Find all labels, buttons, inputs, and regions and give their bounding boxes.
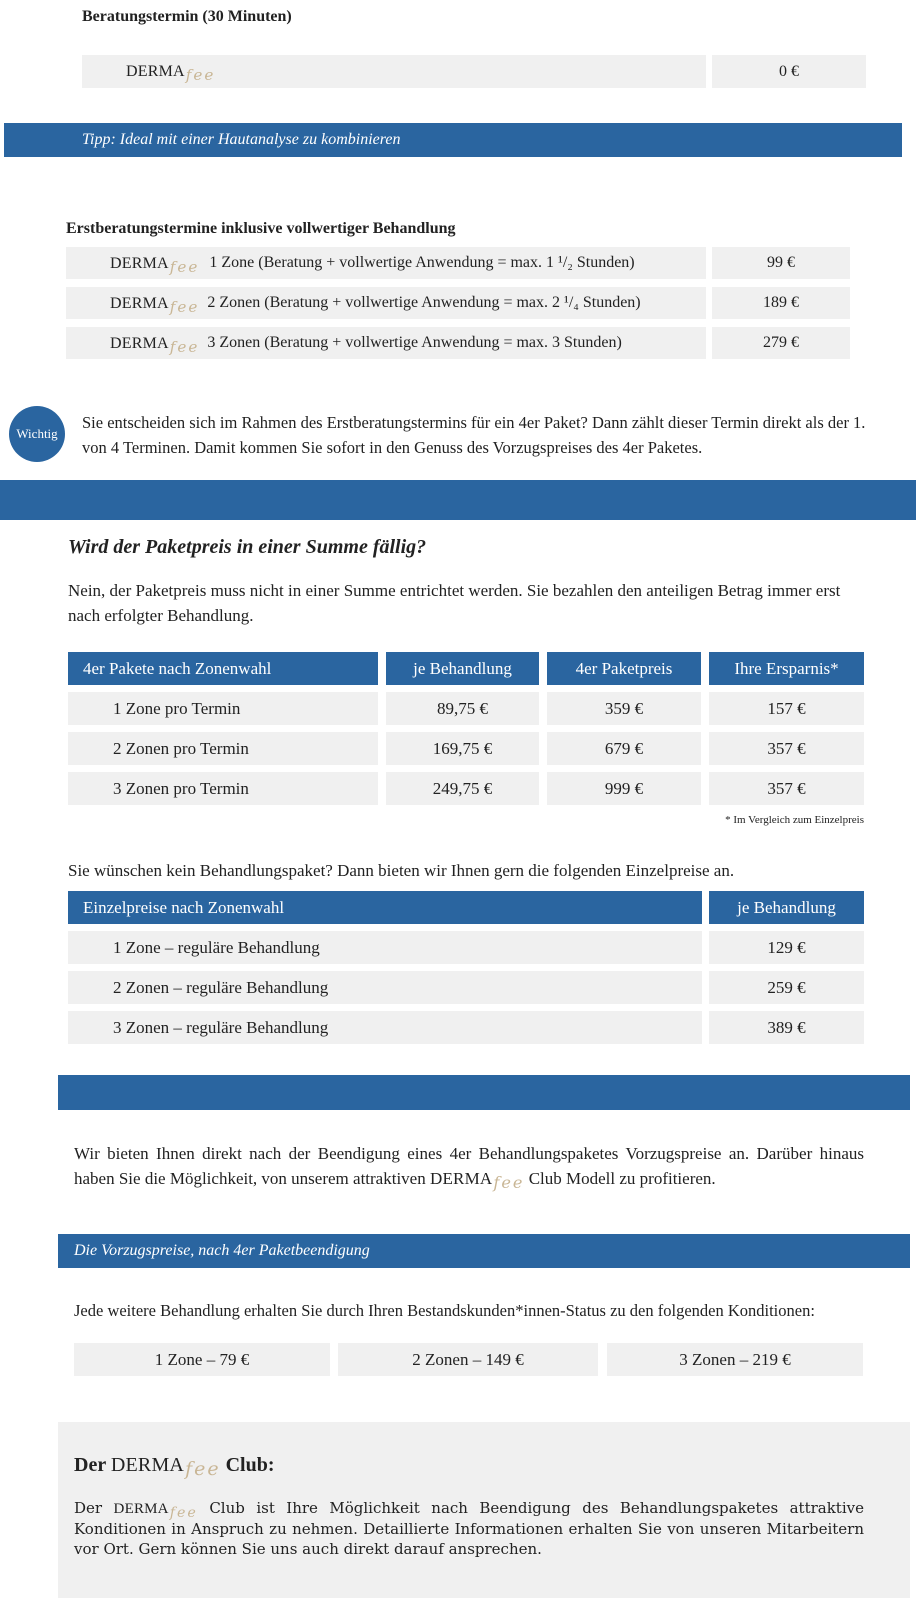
package-savings: 357 €	[709, 772, 864, 805]
faq-question: Wird der Paketpreis in einer Summe fällig?	[68, 536, 427, 558]
package-price: 359 €	[547, 692, 701, 725]
single-zone: 2 Zonen – reguläre Behandlung	[68, 971, 702, 1004]
single-header: je Behandlung	[709, 891, 864, 924]
vorzug-price: 1 Zone – 79 €	[74, 1343, 330, 1376]
package-per-treatment: 169,75 €	[386, 732, 539, 765]
single-zone: 3 Zonen – reguläre Behandlung	[68, 1011, 702, 1044]
consult-price: 0 €	[712, 55, 866, 88]
section-divider	[0, 480, 916, 520]
club-title: Der DERMA fee Club:	[74, 1454, 275, 1480]
first-row-price: 189 €	[712, 287, 850, 319]
first-row	[66, 287, 706, 319]
tip-banner: Tipp: Ideal mit einer Hautanalyse zu kombinieren	[4, 123, 902, 157]
packages-header: Ihre Ersparnis*	[709, 652, 864, 685]
package-savings: 357 €	[709, 732, 864, 765]
first-row	[66, 327, 706, 359]
package-zone: 3 Zonen pro Termin	[68, 772, 378, 805]
packages-header: 4er Paketpreis	[547, 652, 701, 685]
first-row	[66, 247, 706, 279]
single-zone: 1 Zone – reguläre Behandlung	[68, 931, 702, 964]
section-divider	[58, 1075, 910, 1110]
vorzug-heading: Die Vorzugspreise, nach 4er Paketbeendigung	[58, 1234, 910, 1268]
single-price: 259 €	[709, 971, 864, 1004]
first-row-price: 279 €	[712, 327, 850, 359]
dermafee-logo: DERMA fee	[110, 294, 200, 316]
vorzug-price: 2 Zonen – 149 €	[338, 1343, 598, 1376]
faq-answer: Nein, der Paketpreis muss nicht in einer Summe entrichtet werden. Sie bezahlen den anteiligen Betrag immer erst nach erfolgter Behandlung.	[68, 581, 841, 625]
dermafee-logo: DERMA fee	[126, 63, 216, 84]
package-price: 679 €	[547, 732, 701, 765]
packages-footnote: * Im Vergleich zum Einzelpreis	[725, 814, 864, 826]
first-row-label: 1 Zone (Beratung + vollwertige Anwendung = max. 1 ¹/₂ Stunden)	[209, 254, 635, 271]
dermafee-logo: DERMA fee	[110, 334, 200, 356]
packages-header: je Behandlung	[386, 652, 539, 685]
first-row-price: 99 €	[712, 247, 850, 279]
consult-brand-cell	[82, 55, 706, 88]
vorzug-price: 3 Zonen – 219 €	[607, 1343, 863, 1376]
first-row-label: 2 Zonen (Beratung + vollwertige Anwendung = max. 2 ¹/₄ Stunden)	[207, 294, 641, 311]
package-per-treatment: 89,75 €	[386, 692, 539, 725]
single-price: 129 €	[709, 931, 864, 964]
single-price: 389 €	[709, 1011, 864, 1044]
package-zone: 1 Zone pro Termin	[68, 692, 378, 725]
single-header: Einzelpreise nach Zonenwahl	[68, 891, 702, 924]
dermafee-logo: DERMA fee	[429, 1169, 525, 1192]
package-price: 999 €	[547, 772, 701, 805]
offer-text: Wir bieten Ihnen direkt nach der Beendigung eines 4er Behandlungspaketes Vorzugspreise an. Darüber hinaus haben Sie die Möglichkeit, von unserem attraktiven DERMA fee Club Modell zu profitieren.	[74, 1144, 864, 1192]
club-text: Der DERMA fee Club ist Ihre Möglichkeit nach Beendigung des Behandlungspaketes attraktive Konditionen in Anspruch zu nehmen. Detaillierte Informationen erhalten Sie von unseren Mitarbeitern vor Ort. Gern können Sie uns auch direkt darauf ansprechen.	[74, 1499, 864, 1558]
dermafee-logo: DERMA fee	[110, 254, 200, 276]
single-table	[68, 891, 868, 1051]
dermafee-logo: DERMA fee	[110, 1454, 221, 1480]
consult-title: Beratungstermin (30 Minuten)	[82, 8, 292, 25]
single-intro: Sie wünschen kein Behandlungspaket? Dann bieten wir Ihnen gern die folgenden Einzelpreise an.	[68, 861, 735, 880]
wichtig-badge: Wichtig	[9, 406, 65, 462]
dermafee-logo: DERMA fee	[113, 1501, 198, 1521]
package-zone: 2 Zonen pro Termin	[68, 732, 378, 765]
packages-table	[68, 652, 868, 827]
first-title: Erstberatungstermine inklusive vollwertiger Behandlung	[66, 220, 456, 237]
package-per-treatment: 249,75 €	[386, 772, 539, 805]
club-box	[58, 1422, 910, 1598]
package-savings: 157 €	[709, 692, 864, 725]
packages-header: 4er Pakete nach Zonenwahl	[68, 652, 378, 685]
wichtig-text: Sie entscheiden sich im Rahmen des Erstberatungstermins für ein 4er Paket? Dann zählt dieser Termin direkt als der 1. von 4 Terminen. Damit kommen Sie sofort in den Genuss des Vorzugspreises des 4er Paketes.	[82, 413, 866, 457]
vorzug-intro: Jede weitere Behandlung erhalten Sie durch Ihren Bestandskunden*innen-Status zu den folgenden Konditionen:	[74, 1301, 815, 1320]
first-row-label: 3 Zonen (Beratung + vollwertige Anwendung = max. 3 Stunden)	[207, 334, 622, 351]
